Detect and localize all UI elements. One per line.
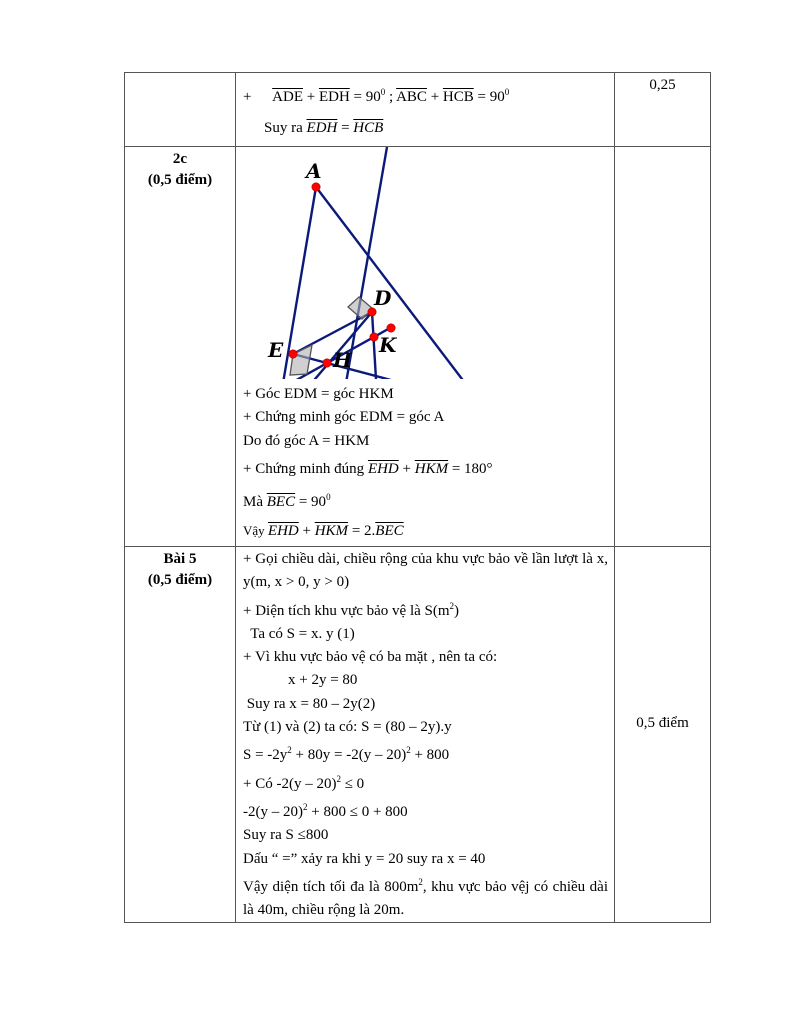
label-d: D [374,286,392,310]
angle-ehd: $\overline{EHD}$ [267,523,299,540]
text: ≤ 0 [340,775,365,792]
eq: = [337,120,354,137]
separator: ; [385,89,397,105]
row1-line1 [236,81,614,109]
op: + [298,523,315,540]
eq: = 2. [348,523,376,540]
text: + 80y = -2(y – 20) [291,747,407,764]
row2-line3: Do đó góc A = HKM [243,432,370,449]
text: Vậy diện tích tối đa là 800m [243,878,419,895]
row1-score-cell [615,73,711,147]
points-label: (0,5 điểm) [147,172,213,188]
point-e [289,350,297,358]
row3-line5: x + 2y = 80 [288,672,358,689]
row3-line6: Suy ra x = 80 – 2y(2) [243,695,376,712]
row2-line6 [236,519,614,543]
angle-hcb: $\overline{HCB}$ [353,120,384,137]
plus-sign: + [243,89,252,105]
row1-label-cell [125,73,236,147]
angle-bec: $\overline{BEC}$ [375,523,404,540]
text: + Có -2(y – 20) [243,775,337,792]
angle-hcb: $\overline{HCB}$ [442,89,474,105]
text: Mà [243,494,267,511]
angle-ade: $\overline{ADE}$ [272,89,303,105]
row2-content-cell [236,147,615,547]
right-angle-e [290,345,312,375]
row3-line8 [236,739,614,767]
point-d2 [387,324,395,332]
row2-line1: + Góc EDM = góc HKM [243,386,394,402]
text: Vậy [243,523,268,539]
sup: 2 [418,876,423,887]
row3-line9 [236,768,614,796]
sup: 2 [449,600,455,611]
angle-hkm: $\overline{HKM}$ [314,523,349,540]
text: -2(y – 20) [243,803,303,820]
question-label: 2c [172,151,188,167]
row2-line2: + Chứng minh góc EDM = góc A [243,409,445,426]
point-h [323,359,331,367]
row3-content-cell [236,547,615,923]
label-k: K [379,333,397,357]
angle-abc: $\overline{ABC}$ [396,89,427,105]
geometry-figure [236,147,614,379]
row3-line3: Ta có S = x. y (1) [243,625,355,642]
angle-hkm: $\overline{HKM}$ [414,460,449,477]
point-a [312,183,320,191]
op: + [302,89,319,105]
row3-line7: Từ (1) và (2) ta có: S = (80 – 2y).y [243,719,452,736]
row3-line2 [236,595,614,623]
angle-bec: $\overline{BEC}$ [266,494,296,511]
op: + [426,89,443,105]
row1-content-cell [236,73,615,147]
row3-label-cell [125,547,236,923]
eq: = 90 [295,494,327,511]
angle-edh: $\overline{EDH}$ [306,120,338,137]
row3-line4: + Vì khu vực bảo vệ có ba mặt , nên ta có: [243,649,498,666]
angle-ehd: $\overline{EHD}$ [367,460,399,477]
row2-label-cell [125,147,236,547]
text: , khu vực bảo vệj có chiều dài là 40m, chiều rộng là 20m. [243,878,608,919]
row2-line5 [236,486,614,514]
row1-line2 [236,117,614,140]
eq: = 90 [349,89,381,105]
text: + Diện tích khu vực bảo vệ là S(m [243,602,450,619]
label-e: E [268,338,284,362]
segment-dm [372,312,378,379]
point-k [370,333,378,341]
sup: 2 [287,745,292,756]
score: 0,5 điểm [636,715,689,731]
text: S = -2y [243,747,288,764]
question-label: Bài 5 [163,551,197,567]
row3-line12: Dấu “ =” xảy ra khi y = 20 suy ra x = 40 [243,850,486,867]
sup: 2 [303,801,308,812]
degree-sup: 0 [380,87,386,97]
row3-line11: Suy ra S ≤800 [243,827,329,844]
text: + Chứng minh đúng [243,460,368,477]
label-h: H [333,348,352,372]
op: + [398,460,415,477]
row3-score-cell [615,547,711,923]
eq: = 180° [448,460,493,477]
text: + 800 [410,747,450,764]
row3-line10 [236,796,614,824]
degree-sup: 0 [326,492,331,503]
label-a: A [306,159,322,183]
text: Suy ra [264,120,307,137]
row3-line1: + Gọi chiều dài, chiều rộng của khu vực bảo về lần lượt là x, y(m, x > 0, y > 0) [243,551,608,591]
row3-line13 [236,871,614,923]
row2-line4 [236,458,614,481]
sup: 2 [336,773,341,784]
geometry-figure-wrap [236,147,614,379]
score: 0,25 [649,77,676,93]
row2-score-cell [615,147,711,547]
text: ) [454,602,460,619]
angle-edh: $\overline{EDH}$ [318,89,350,105]
points-label: (0,5 điểm) [147,572,213,588]
eq: = 90 [473,89,505,105]
text: + 800 ≤ 0 + 800 [307,803,408,820]
sup: 2 [406,745,411,756]
answer-table [124,72,711,923]
degree-sup: 0 [504,87,510,97]
